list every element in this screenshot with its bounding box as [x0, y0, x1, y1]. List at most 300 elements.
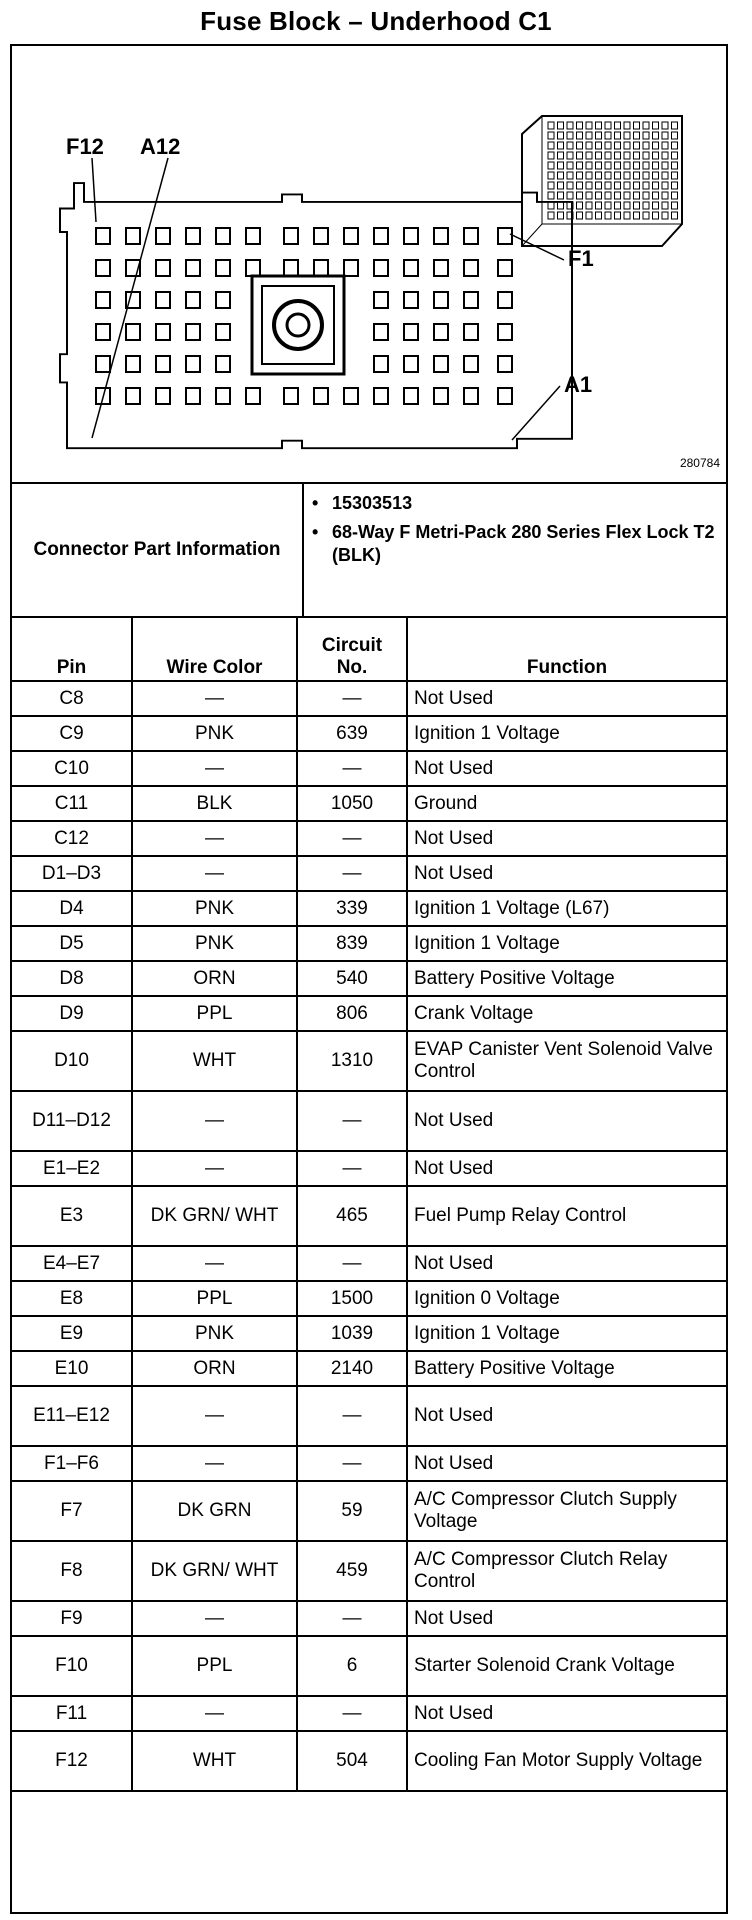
- pin-cell: D1–D3: [12, 856, 132, 891]
- table-row: [12, 681, 726, 716]
- function-cell: A/C Compressor Clutch Relay Control: [407, 1541, 726, 1601]
- connector-cavity: [284, 388, 298, 404]
- connector-cavity: [434, 356, 448, 372]
- pin-cell: F11: [12, 1696, 132, 1731]
- thumbnail-cavity: [672, 132, 678, 139]
- thumbnail-cavity: [653, 152, 659, 159]
- thumbnail-cavity: [653, 132, 659, 139]
- thumbnail-cavity: [615, 212, 621, 219]
- thumbnail-cavity: [634, 162, 640, 169]
- function-cell: Not Used: [407, 751, 726, 786]
- wire-color-cell: —: [132, 856, 297, 891]
- table-row: [12, 1601, 726, 1636]
- thumbnail-cavity: [653, 142, 659, 149]
- thumbnail-cavity: [672, 172, 678, 179]
- connector-cavity: [498, 228, 512, 244]
- table-row: [12, 821, 726, 856]
- thumbnail-cavity: [605, 192, 611, 199]
- connector-info: [12, 484, 726, 618]
- pin-cell: C10: [12, 751, 132, 786]
- circuit-cell: —: [297, 751, 407, 786]
- wire-color-cell: —: [132, 1151, 297, 1186]
- connector-cavity: [156, 228, 170, 244]
- thumbnail-cavity: [643, 182, 649, 189]
- thumbnail-cavity: [634, 192, 640, 199]
- thumbnail-cavity: [615, 132, 621, 139]
- a1-leader-line: [512, 386, 560, 440]
- thumbnail-cavity: [548, 172, 554, 179]
- thumbnail-cavity: [662, 132, 668, 139]
- connector-cavity: [464, 228, 478, 244]
- connector-cavity: [464, 292, 478, 308]
- connector-info-details: [312, 492, 718, 567]
- table-row: [12, 1351, 726, 1386]
- connector-cavity: [156, 292, 170, 308]
- connector-cavity: [344, 388, 358, 404]
- connector-cavity: [404, 228, 418, 244]
- wire-color-cell: ORN: [132, 961, 297, 996]
- thumbnail-cavity: [624, 172, 630, 179]
- header-circuit-no: Circuit No.: [297, 618, 407, 681]
- function-cell: Not Used: [407, 681, 726, 716]
- connector-cavity: [374, 260, 388, 276]
- thumbnail-cavity: [615, 122, 621, 129]
- connector-cavity: [216, 356, 230, 372]
- wire-color-cell: PNK: [132, 1316, 297, 1351]
- thumbnail-cavity: [662, 172, 668, 179]
- thumbnail-cavity: [662, 162, 668, 169]
- table-row: [12, 1446, 726, 1481]
- connector-cavity: [404, 388, 418, 404]
- circuit-cell: 839: [297, 926, 407, 961]
- thumbnail-cavity: [643, 152, 649, 159]
- connector-cavity: [374, 292, 388, 308]
- thumbnail-cavity: [567, 162, 573, 169]
- connector-cavity: [186, 292, 200, 308]
- thumbnail-cavity: [643, 202, 649, 209]
- pin-cell: C11: [12, 786, 132, 821]
- function-cell: Fuel Pump Relay Control: [407, 1186, 726, 1246]
- wire-color-cell: —: [132, 751, 297, 786]
- connector-cavity: [464, 356, 478, 372]
- pin-cell: E10: [12, 1351, 132, 1386]
- thumbnail-cavity: [558, 162, 564, 169]
- thumbnail-cavity: [567, 192, 573, 199]
- circuit-cell: 1050: [297, 786, 407, 821]
- thumbnail-cavity: [586, 152, 592, 159]
- thumbnail-cavity: [577, 202, 583, 209]
- table-row: [12, 1386, 726, 1446]
- function-cell: Cooling Fan Motor Supply Voltage: [407, 1731, 726, 1791]
- connector-cavity: [498, 388, 512, 404]
- thumbnail-cavity: [615, 192, 621, 199]
- thumbnail-cavity: [634, 172, 640, 179]
- thumbnail-cavity: [586, 182, 592, 189]
- connector-cavity: [464, 260, 478, 276]
- table-row: [12, 1316, 726, 1351]
- thumbnail-cavity: [615, 182, 621, 189]
- table-row: [12, 1091, 726, 1151]
- thumbnail-cavity: [643, 142, 649, 149]
- circuit-cell: —: [297, 1386, 407, 1446]
- connector-cavity: [96, 356, 110, 372]
- thumbnail-cavity: [567, 182, 573, 189]
- thumbnail-cavity: [605, 142, 611, 149]
- thumbnail-cavity: [662, 202, 668, 209]
- circuit-cell: 2140: [297, 1351, 407, 1386]
- pin-cell: D11–D12: [12, 1091, 132, 1151]
- thumbnail-cavity: [577, 212, 583, 219]
- pin-cell: D9: [12, 996, 132, 1031]
- connector-cavity: [498, 324, 512, 340]
- connector-cavity: [186, 356, 200, 372]
- pin-cell: E11–E12: [12, 1386, 132, 1446]
- thumbnail-cavity: [643, 132, 649, 139]
- thumbnail-cavity: [643, 122, 649, 129]
- function-cell: Ignition 1 Voltage: [407, 1316, 726, 1351]
- table-row: [12, 1186, 726, 1246]
- connector-cavity: [374, 388, 388, 404]
- table-row: [12, 1636, 726, 1696]
- connector-cavity: [374, 324, 388, 340]
- wire-color-cell: —: [132, 1386, 297, 1446]
- table-row: [12, 891, 726, 926]
- table-row: [12, 961, 726, 996]
- connector-cavity: [126, 388, 140, 404]
- thumbnail-cavity: [605, 202, 611, 209]
- table-row: [12, 786, 726, 821]
- circuit-cell: —: [297, 1601, 407, 1636]
- connector-cavity: [464, 388, 478, 404]
- wire-color-cell: PNK: [132, 891, 297, 926]
- thumbnail-cavity: [634, 212, 640, 219]
- thumbnail-cavity: [558, 142, 564, 149]
- connector-cavity: [156, 260, 170, 276]
- thumbnail-cavity: [586, 212, 592, 219]
- thumbnail-cavity: [634, 202, 640, 209]
- thumbnail-cavity: [586, 202, 592, 209]
- table-header-row: [12, 618, 726, 681]
- label-a1: A1: [564, 372, 593, 397]
- circuit-cell: 459: [297, 1541, 407, 1601]
- thumbnail-cavity: [548, 202, 554, 209]
- thumbnail-cavity: [548, 212, 554, 219]
- thumbnail-cavity: [548, 182, 554, 189]
- thumbnail-cavity: [672, 202, 678, 209]
- pin-cell: F1–F6: [12, 1446, 132, 1481]
- thumbnail-cavity: [624, 162, 630, 169]
- connector-cavity: [96, 324, 110, 340]
- connector-cavity: [434, 292, 448, 308]
- thumbnail-cavity: [643, 192, 649, 199]
- circuit-cell: —: [297, 681, 407, 716]
- table-row: [12, 1481, 726, 1541]
- connector-detail-item: • 68-Way F Metri-Pack 280 Series Flex Lock T2 (BLK): [312, 521, 718, 567]
- thumbnail-cavity: [577, 162, 583, 169]
- figure-id: 280784: [679, 456, 720, 470]
- thumbnail-cavity: [653, 122, 659, 129]
- table-row: [12, 1031, 726, 1091]
- wire-color-cell: PPL: [132, 1636, 297, 1696]
- connector-cavity: [156, 356, 170, 372]
- thumbnail-cavity: [577, 132, 583, 139]
- circuit-cell: —: [297, 1151, 407, 1186]
- circuit-cell: 1500: [297, 1281, 407, 1316]
- thumbnail-cavity: [672, 192, 678, 199]
- thumbnail-cavity: [586, 142, 592, 149]
- circuit-cell: 1310: [297, 1031, 407, 1091]
- label-f1: F1: [568, 246, 594, 271]
- thumbnail-cavity: [567, 122, 573, 129]
- wire-color-cell: —: [132, 1446, 297, 1481]
- thumbnail-cavity: [596, 132, 602, 139]
- circuit-cell: 6: [297, 1636, 407, 1696]
- pin-cell: D4: [12, 891, 132, 926]
- thumbnail-cavity: [643, 162, 649, 169]
- thumbnail-cavity: [577, 122, 583, 129]
- connector-cavity: [284, 228, 298, 244]
- pin-cell: E4–E7: [12, 1246, 132, 1281]
- connector-cavity: [314, 228, 328, 244]
- function-cell: Ignition 1 Voltage (L67): [407, 891, 726, 926]
- connector-sheet: [10, 44, 728, 1914]
- pin-cell: D8: [12, 961, 132, 996]
- thumbnail-cavity: [567, 152, 573, 159]
- circuit-cell: 339: [297, 891, 407, 926]
- thumbnail-cavity: [558, 122, 564, 129]
- circuit-cell: —: [297, 821, 407, 856]
- connector-cavity: [126, 228, 140, 244]
- thumbnail-cavity: [558, 192, 564, 199]
- wire-color-cell: ORN: [132, 1351, 297, 1386]
- circuit-cell: 1039: [297, 1316, 407, 1351]
- connector-cavity: [464, 324, 478, 340]
- wire-color-cell: —: [132, 681, 297, 716]
- thumbnail-cavity: [634, 122, 640, 129]
- table-row: [12, 1246, 726, 1281]
- connector-cavity: [404, 324, 418, 340]
- thumbnail-cavity: [548, 192, 554, 199]
- pin-cell: C8: [12, 681, 132, 716]
- circuit-cell: 639: [297, 716, 407, 751]
- connector-cavity: [498, 356, 512, 372]
- circuit-cell: —: [297, 1091, 407, 1151]
- circuit-cell: 504: [297, 1731, 407, 1791]
- thumbnail-cavity: [596, 142, 602, 149]
- connector-face-diagram: [12, 46, 726, 482]
- circuit-cell: 59: [297, 1481, 407, 1541]
- thumbnail-cavity: [672, 152, 678, 159]
- thumbnail-cavity: [548, 132, 554, 139]
- center-latch-ring: [274, 301, 322, 349]
- function-cell: Not Used: [407, 1696, 726, 1731]
- thumbnail-cavity: [605, 152, 611, 159]
- thumbnail-cavity: [662, 182, 668, 189]
- wire-color-cell: DK GRN: [132, 1481, 297, 1541]
- connector-body-outline: [60, 183, 572, 448]
- connector-cavity: [284, 260, 298, 276]
- thumbnail-cavity: [653, 192, 659, 199]
- thumbnail-cavity: [596, 172, 602, 179]
- thumbnail-cavity: [662, 142, 668, 149]
- thumbnail-cavity: [634, 142, 640, 149]
- thumbnail-cavity: [605, 182, 611, 189]
- thumbnail-cavity: [615, 172, 621, 179]
- thumbnail-cavity: [624, 182, 630, 189]
- pin-cell: C12: [12, 821, 132, 856]
- connector-cavity: [404, 292, 418, 308]
- wire-color-cell: PPL: [132, 1281, 297, 1316]
- connector-cavity: [186, 324, 200, 340]
- pin-cell: F7: [12, 1481, 132, 1541]
- pin-cell: F8: [12, 1541, 132, 1601]
- thumbnail-cavity: [605, 162, 611, 169]
- page-title: Fuse Block – Underhood C1: [200, 6, 552, 36]
- pin-cell: F10: [12, 1636, 132, 1696]
- table-row: [12, 1541, 726, 1601]
- pin-cell: F9: [12, 1601, 132, 1636]
- connector-cavity: [186, 228, 200, 244]
- thumbnail-cavity: [577, 152, 583, 159]
- thumbnail-cavity: [643, 172, 649, 179]
- thumbnail-cavity: [634, 132, 640, 139]
- thumbnail-cavity: [567, 142, 573, 149]
- table-row: [12, 856, 726, 891]
- connector-cavity: [156, 324, 170, 340]
- connector-cavity: [246, 260, 260, 276]
- circuit-cell: 465: [297, 1186, 407, 1246]
- header-pin: Pin: [12, 618, 132, 681]
- wire-color-cell: PNK: [132, 716, 297, 751]
- thumbnail-cavity: [624, 122, 630, 129]
- thumbnail-cavity: [596, 152, 602, 159]
- connector-cavity: [156, 388, 170, 404]
- function-cell: Ignition 0 Voltage: [407, 1281, 726, 1316]
- connector-cavity: [96, 292, 110, 308]
- center-latch-frame: [252, 276, 344, 374]
- function-cell: Ignition 1 Voltage: [407, 926, 726, 961]
- thumbnail-cavity: [558, 152, 564, 159]
- table-row: [12, 1281, 726, 1316]
- connector-cavity: [126, 356, 140, 372]
- connector-cavity: [126, 324, 140, 340]
- connector-cavity: [314, 260, 328, 276]
- thumbnail-cavity: [548, 162, 554, 169]
- thumbnail-cavity: [586, 162, 592, 169]
- thumbnail-cavity: [596, 122, 602, 129]
- thumbnail-cavity: [605, 122, 611, 129]
- thumbnail-cavity: [586, 122, 592, 129]
- thumbnail-cavity: [586, 172, 592, 179]
- wire-color-cell: DK GRN/ WHT: [132, 1186, 297, 1246]
- thumbnail-cavity: [558, 212, 564, 219]
- pin-cell: E3: [12, 1186, 132, 1246]
- thumbnail-cavity: [624, 142, 630, 149]
- connector-detail-item: • 15303513: [312, 493, 413, 513]
- connector-cavity: [216, 292, 230, 308]
- function-cell: Not Used: [407, 1386, 726, 1446]
- function-cell: Not Used: [407, 1446, 726, 1481]
- connector-cavity: [216, 260, 230, 276]
- circuit-cell: 806: [297, 996, 407, 1031]
- thumbnail-cavity: [586, 132, 592, 139]
- connector-cavity: [96, 260, 110, 276]
- thumbnail-cavity: [615, 202, 621, 209]
- table-row: [12, 1151, 726, 1186]
- pin-cell: E9: [12, 1316, 132, 1351]
- thumbnail-cavity: [615, 142, 621, 149]
- circuit-cell: 540: [297, 961, 407, 996]
- thumbnail-cavity: [605, 132, 611, 139]
- thumbnail-cavity: [653, 202, 659, 209]
- thumbnail-cavity: [558, 132, 564, 139]
- connector-cavity: [246, 388, 260, 404]
- function-cell: Not Used: [407, 1091, 726, 1151]
- connector-description: 68-Way F Metri-Pack 280 Series Flex Lock T2 (BLK): [332, 522, 715, 565]
- function-cell: Ignition 1 Voltage: [407, 716, 726, 751]
- thumbnail-cavity: [577, 192, 583, 199]
- thumbnail-cavity: [662, 212, 668, 219]
- thumbnail-cavity: [624, 202, 630, 209]
- function-cell: Battery Positive Voltage: [407, 961, 726, 996]
- thumbnail-cavity: [662, 192, 668, 199]
- connector-cavity: [344, 260, 358, 276]
- thumbnail-cavity: [567, 132, 573, 139]
- connector-cavity: [404, 260, 418, 276]
- connector-cavity: [434, 324, 448, 340]
- center-latch-core: [287, 314, 309, 336]
- circuit-cell: —: [297, 856, 407, 891]
- connector-cavity: [434, 228, 448, 244]
- connector-cavity: [216, 228, 230, 244]
- thumbnail-cavity: [605, 172, 611, 179]
- table-row: [12, 926, 726, 961]
- wire-color-cell: PPL: [132, 996, 297, 1031]
- pin-cell: C9: [12, 716, 132, 751]
- thumbnail-cavity: [662, 122, 668, 129]
- wire-color-cell: —: [132, 1091, 297, 1151]
- thumbnail-cavity: [558, 202, 564, 209]
- connector-cavity: [374, 228, 388, 244]
- table-row: [12, 1731, 726, 1791]
- thumbnail-cavity: [672, 142, 678, 149]
- connector-cavity: [314, 388, 328, 404]
- connector-cavity: [344, 228, 358, 244]
- function-cell: Starter Solenoid Crank Voltage: [407, 1636, 726, 1696]
- connector-cavity: [216, 388, 230, 404]
- function-cell: Battery Positive Voltage: [407, 1351, 726, 1386]
- table-row: [12, 716, 726, 751]
- thumbnail-cavity: [577, 142, 583, 149]
- connector-cavity: [404, 356, 418, 372]
- thumbnail-cavity: [662, 152, 668, 159]
- thumbnail-cavity: [596, 182, 602, 189]
- thumbnail-cavity: [653, 162, 659, 169]
- function-cell: EVAP Canister Vent Solenoid Valve Control: [407, 1031, 726, 1091]
- connector-thumbnail: [522, 116, 682, 246]
- wire-color-cell: —: [132, 1601, 297, 1636]
- connector-figure: [12, 46, 726, 484]
- wire-color-cell: —: [132, 821, 297, 856]
- function-cell: Not Used: [407, 856, 726, 891]
- thumbnail-cavity: [653, 212, 659, 219]
- connector-cavity: [498, 260, 512, 276]
- thumbnail-cavity: [653, 172, 659, 179]
- thumbnail-cavity: [634, 182, 640, 189]
- connector-part-number: 15303513: [332, 493, 413, 513]
- thumbnail-cavity: [624, 212, 630, 219]
- wire-color-cell: WHT: [132, 1031, 297, 1091]
